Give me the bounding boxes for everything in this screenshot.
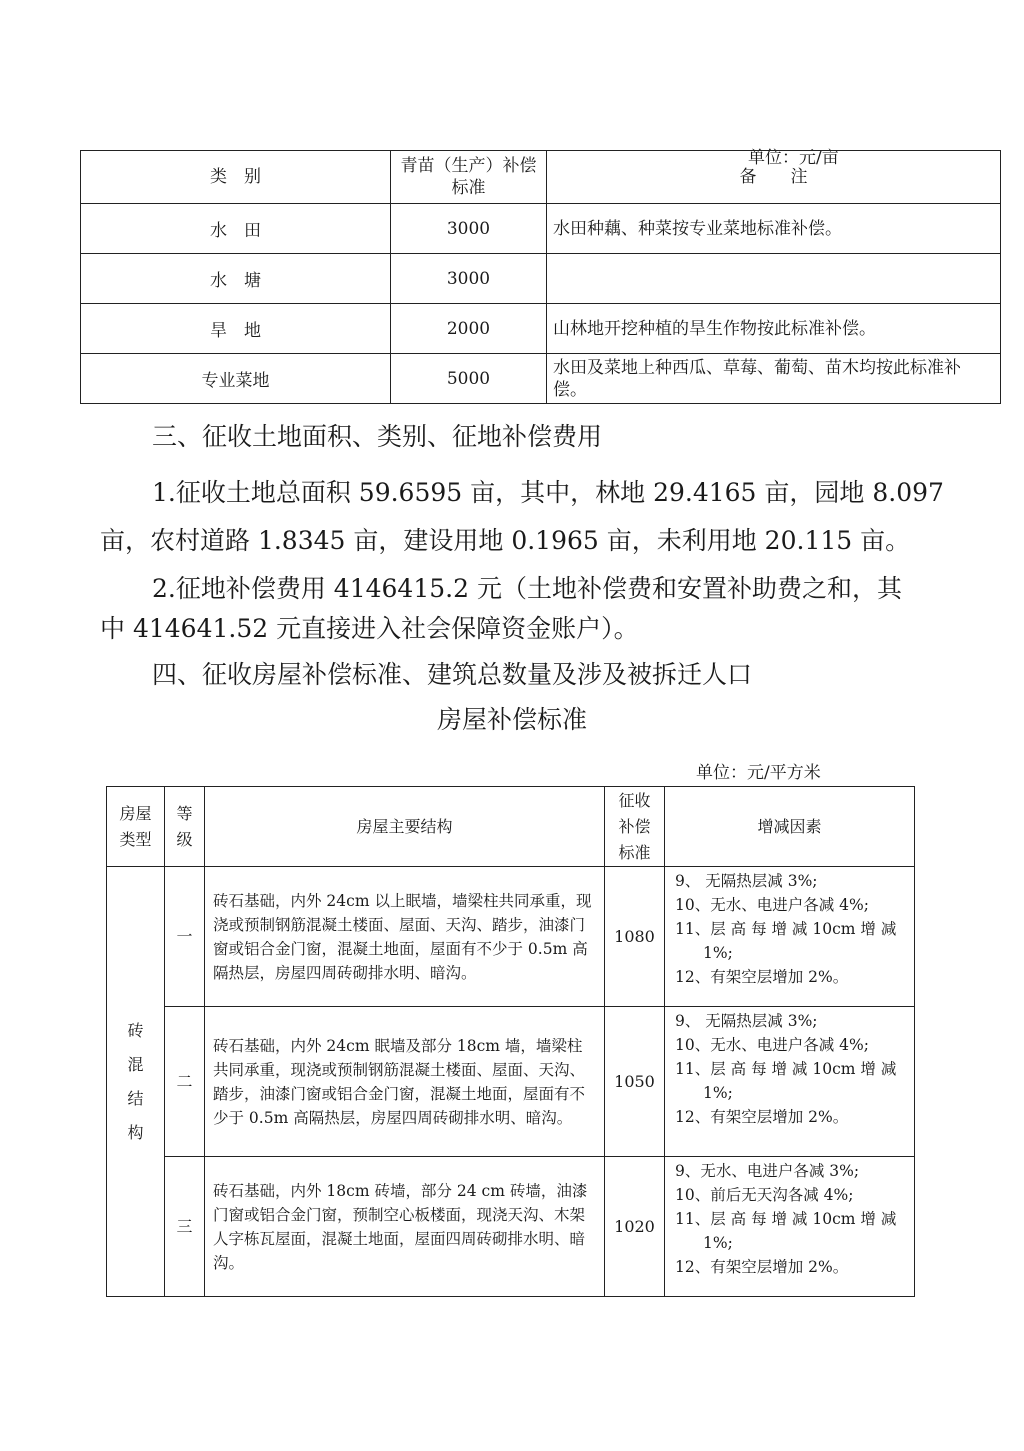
cell-category: 旱 地: [81, 304, 391, 354]
table-row: [81, 354, 1001, 404]
cell-factors: [665, 1007, 915, 1157]
cell-house-type: [107, 867, 165, 1297]
cell-factors: [665, 867, 915, 1007]
header-standard-label: 征收补偿标准: [618, 790, 651, 862]
factor-line: 10、前后无天沟各减 4%;: [675, 1186, 854, 1204]
table-title: 房屋补偿标准: [436, 705, 587, 734]
header-house-type: [107, 787, 165, 867]
section4-heading: 四、征收房屋补偿标准、建筑总数量及涉及被拆迁人口: [152, 660, 753, 689]
cell-category: 水 田: [81, 204, 391, 254]
para2-line1: 2.征地补偿费用 4146415.2 元（土地补偿费和安置补助费之和，其: [152, 574, 902, 603]
table-row: [107, 1007, 915, 1157]
cell-note: 山林地开挖种植的旱生作物按此标准补偿。: [547, 304, 1001, 354]
section3-heading: 三、征收土地面积、类别、征地补偿费用: [152, 422, 603, 451]
cell-factors: [665, 1157, 915, 1297]
cell-category: 水 塘: [81, 254, 391, 304]
cell-note: 水田种藕、种菜按专业菜地标准补偿。: [547, 204, 1001, 254]
factor-line: 1%;: [703, 1084, 733, 1102]
table-row: [81, 204, 1001, 254]
header-note: 备 注: [547, 151, 1001, 204]
table-header-row: [107, 787, 915, 867]
cell-structure: 砖石基础，内外 18cm 砖墙，部分 24 cm 砖墙，油漆门窗或铝合金门窗，预制空心板楼面，现浇天沟、木架人字栋瓦屋面，混凝土地面，屋面四周砖砌排水明、暗沟。: [205, 1157, 605, 1297]
table1-unit: 单位：元/亩: [748, 148, 839, 168]
table-header-row: [81, 151, 1001, 204]
cell-standard: 1080: [605, 867, 665, 1007]
cell-standard: 1050: [605, 1007, 665, 1157]
factor-line: 9、无水、电进户各减 3%;: [675, 1162, 860, 1180]
factor-line: 10、无水、电进户各减 4%;: [675, 1036, 869, 1054]
cell-grade: 二: [165, 1007, 205, 1157]
table2-unit: 单位：元/平方米: [696, 763, 821, 783]
cell-house-type-label: 砖混结构: [127, 1020, 144, 1142]
factor-line: 10、无水、电进户各减 4%;: [675, 896, 869, 914]
header-grade-label: 等级: [176, 803, 193, 849]
table-row: [107, 1157, 915, 1297]
factor-line: 11、层 高 每 增 减 10cm 增 减: [675, 1210, 897, 1228]
factor-line: 1%;: [703, 944, 733, 962]
cell-structure: 砖石基础，内外 24cm 眠墙及部分 18cm 墙，墙梁柱共同承重，现浇或预制钢筋混凝土楼面、屋面、天沟、踏步，油漆门窗或铝合金门窗，混凝土地面，屋面有不少于 0.5m 高隔热层，房屋四周砖砌排水明、暗沟。: [205, 1007, 605, 1157]
factor-line: 1%;: [703, 1234, 733, 1252]
para1-line1: 1.征收土地总面积 59.6595 亩，其中，林地 29.4165 亩，园地 8.097: [152, 478, 944, 507]
cell-standard: 2000: [391, 304, 547, 354]
table-row: [81, 254, 1001, 304]
factor-line: 12、有架空层增加 2%。: [675, 1258, 849, 1276]
factor-line: 12、有架空层增加 2%。: [675, 1108, 849, 1126]
factor-line: 11、层 高 每 增 减 10cm 增 减: [675, 920, 897, 938]
header-structure: 房屋主要结构: [205, 787, 605, 867]
para2-line2: 中 414641.52 元直接进入社会保障资金账户）。: [100, 614, 639, 643]
header-standard: 青苗（生产）补偿标准: [391, 151, 547, 204]
cell-standard: 3000: [391, 254, 547, 304]
cell-structure: 砖石基础，内外 24cm 以上眠墙，墙梁柱共同承重，现浇或预制钢筋混凝土楼面、屋面、天沟、踏步，油漆门窗或铝合金门窗，混凝土地面，屋面有不少于 0.5m 高隔热层，房屋四周砖砌排水明、暗沟。: [205, 867, 605, 1007]
house-compensation-table: [106, 786, 915, 1297]
cell-grade: 三: [165, 1157, 205, 1297]
table-row: [107, 867, 915, 1007]
cell-standard: 3000: [391, 204, 547, 254]
factor-line: 11、层 高 每 增 减 10cm 增 减: [675, 1060, 897, 1078]
factor-line: 9、 无隔热层减 3%;: [675, 872, 818, 890]
cell-standard: 1020: [605, 1157, 665, 1297]
seedling-compensation-table: [80, 150, 1001, 404]
header-category: 类 别: [81, 151, 391, 204]
cell-note: 水田及菜地上种西瓜、草莓、葡萄、苗木均按此标准补偿。: [547, 354, 1001, 404]
para1-line2: 亩，农村道路 1.8345 亩，建设用地 0.1965 亩，未利用地 20.115 亩。: [100, 526, 911, 555]
factor-line: 12、有架空层增加 2%。: [675, 968, 849, 986]
cell-standard: 5000: [391, 354, 547, 404]
header-factors: 增减因素: [665, 787, 915, 867]
cell-note: [547, 254, 1001, 304]
header-grade: [165, 787, 205, 867]
header-house-type-label: 房屋类型: [119, 803, 152, 849]
header-standard: [605, 787, 665, 867]
factor-line: 9、 无隔热层减 3%;: [675, 1012, 818, 1030]
table-row: [81, 304, 1001, 354]
cell-grade: 一: [165, 867, 205, 1007]
cell-category: 专业菜地: [81, 354, 391, 404]
